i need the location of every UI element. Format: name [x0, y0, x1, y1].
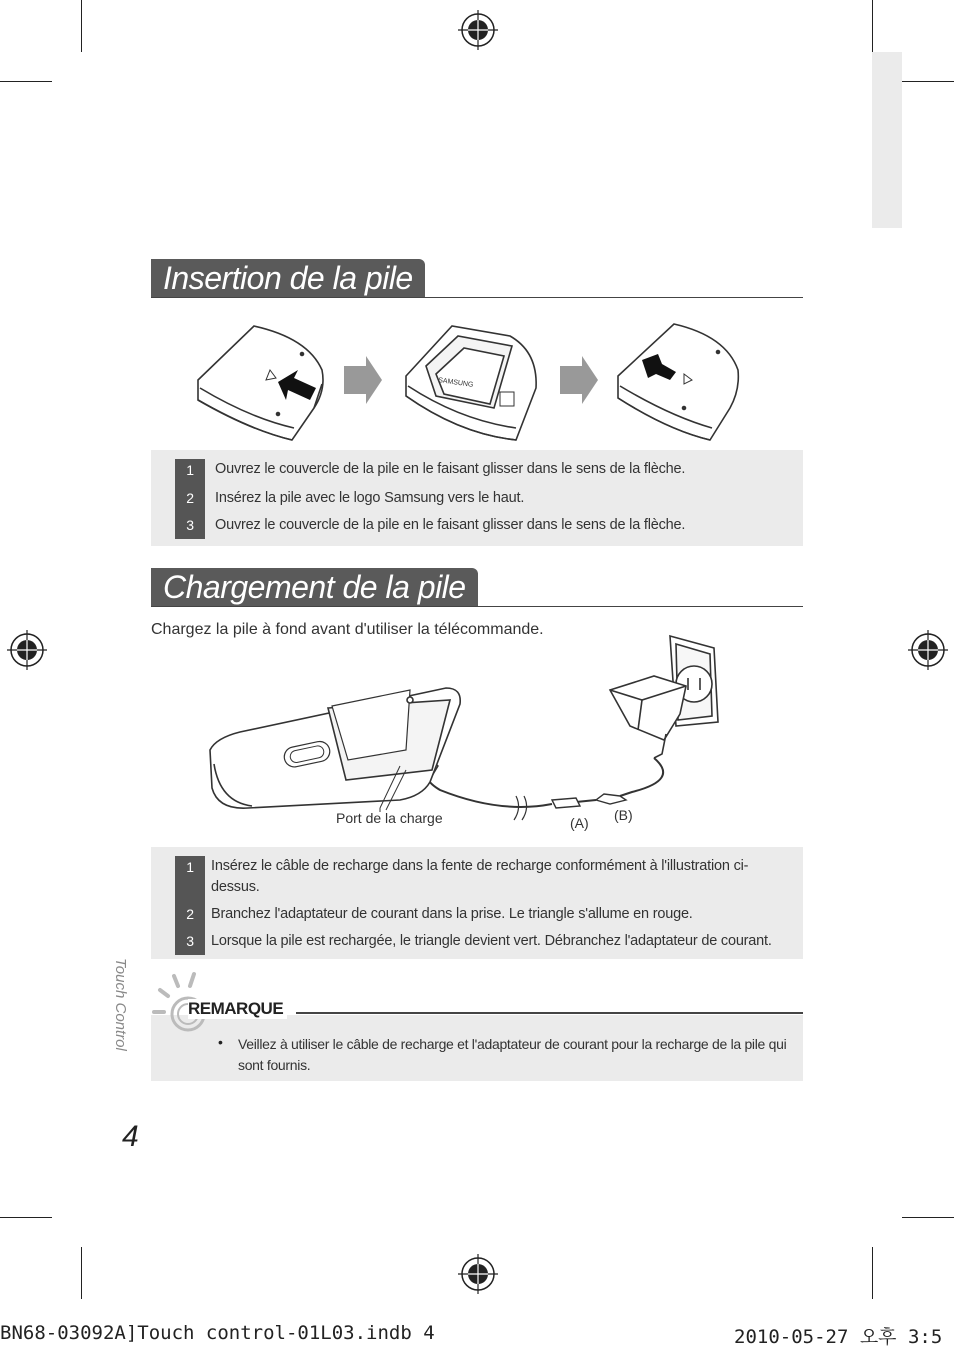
- side-label: Touch Control: [112, 958, 129, 1051]
- crop-mark: [872, 1247, 873, 1299]
- registration-mark-icon: [456, 1252, 500, 1296]
- step-number: 3: [175, 513, 205, 539]
- connector-a: [552, 798, 580, 808]
- page-number: 4: [122, 1120, 139, 1153]
- charging-intro: Chargez la pile à fond avant d'utiliser la télécommande.: [151, 621, 544, 638]
- svg-text:SAMSUNG: SAMSUNG: [437, 377, 474, 389]
- step-item: [175, 901, 793, 928]
- step-item: [175, 856, 793, 901]
- insertion-steps-box: [151, 450, 803, 546]
- note-rule: [296, 1012, 803, 1014]
- crop-mark: [0, 81, 52, 82]
- charging-cable: [620, 758, 663, 796]
- side-tab: [872, 52, 902, 228]
- step-item: [175, 928, 793, 955]
- crop-mark: [902, 81, 954, 82]
- section-rule: [151, 297, 803, 298]
- crop-mark: [0, 1217, 52, 1218]
- step-arrow-icon: [344, 356, 382, 404]
- step-number: 3: [175, 928, 205, 955]
- crop-mark: [81, 1247, 82, 1299]
- step-text: Insérez le câble de recharge dans la fente de recharge conformément à l'illustration ci-dessus.: [211, 858, 749, 895]
- step-item: [175, 513, 793, 539]
- footer-file-info: BN68-03092A]Touch control-01L03.indb 4: [0, 1322, 435, 1344]
- remote-back-open: [406, 326, 536, 440]
- step-text: Branchez l'adaptateur de courant dans la prise. Le triangle s'allume en rouge.: [211, 906, 693, 922]
- charging-illustration: [200, 630, 730, 830]
- step-text: Lorsque la pile est rechargée, le triangle devient vert. Débranchez l'adaptateur de courant.: [211, 933, 772, 949]
- registration-mark-icon: [906, 628, 950, 672]
- footer-timestamp: 2010-05-27 오후 3:5: [734, 1326, 943, 1348]
- crop-mark: [902, 1217, 954, 1218]
- section-rule: [151, 606, 803, 607]
- crop-mark: [81, 0, 82, 52]
- port-label: Port de la charge: [336, 810, 443, 826]
- registration-mark-icon: [5, 628, 49, 672]
- step-number: 2: [175, 901, 205, 928]
- step-text: Insérez la pile avec le logo Samsung vers le haut.: [215, 490, 525, 506]
- power-adapter: [610, 676, 686, 758]
- step-text: Ouvrez le couvercle de la pile en le faisant glisser dans le sens de la flèche.: [215, 461, 686, 477]
- battery-insertion-illustration: [190, 318, 750, 446]
- connector-a-label: (A): [570, 815, 589, 831]
- step-number: 1: [175, 459, 205, 486]
- step-arrow-icon: [560, 356, 598, 404]
- connector-b-label: (B): [614, 807, 633, 823]
- crop-mark: [872, 0, 873, 52]
- note-bullet: •: [218, 1034, 223, 1050]
- step-text: Ouvrez le couvercle de la pile en le faisant glisser dans le sens de la flèche.: [215, 517, 686, 533]
- section-title-chargement: Chargement de la pile: [151, 568, 478, 606]
- step-number: 2: [175, 486, 205, 513]
- remote-front: [210, 688, 460, 808]
- step-item: [175, 486, 793, 513]
- step-item: [175, 459, 793, 486]
- registration-mark-icon: [456, 8, 500, 52]
- note-text: Veillez à utiliser le câble de recharge et l'adaptateur de courant pour la recharge de la pile qui sont fournis.: [238, 1036, 787, 1073]
- remote-back-closing: [618, 324, 738, 440]
- step-number: 1: [175, 856, 205, 901]
- charging-steps-box: [151, 847, 803, 959]
- section-title-insertion: Insertion de la pile: [151, 259, 425, 297]
- note-title: REMARQUE: [188, 999, 287, 1019]
